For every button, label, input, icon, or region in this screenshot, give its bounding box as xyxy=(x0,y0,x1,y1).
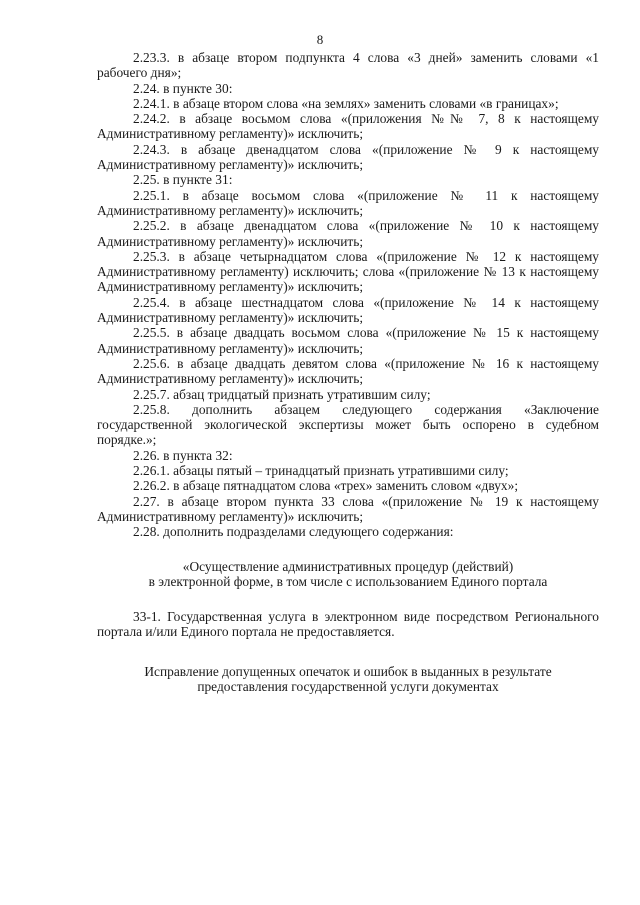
paragraph-2-25-3: 2.25.3. в абзаце четырнадцатом слова «(приложение № 12 к настоящему Административному регламенту) исключить; слова «(приложение № 13 к настоящему Административному регламенту)» исключить; xyxy=(97,248,599,295)
paragraph-2-26-1: 2.26.1. абзацы пятый – тринадцатый признать утратившими силу; xyxy=(133,463,509,479)
spacer xyxy=(97,640,599,664)
paragraph-33-1: 33-1. Государственная услуга в электронном виде посредством Регионального портала и/или Единого портала не предоставляется. xyxy=(97,609,599,640)
subsection-heading xyxy=(97,664,599,695)
paragraph-2-25-4: 2.25.4. в абзаце шестнадцатом слова «(приложение № 14 к настоящему Административному регламенту)» исключить; xyxy=(97,294,599,326)
paragraph-2-24-2: 2.24.2. в абзаце восьмом слова «(приложения №№ 7, 8 к настоящему Административному регламенту)» исключить; xyxy=(97,111,599,142)
spacer xyxy=(97,540,599,559)
paragraph-2-26-2: 2.26.2. в абзаце пятнадцатом слова «трех» заменить словом «двух»; xyxy=(133,478,519,494)
paragraph-2-25-8: 2.25.8. дополнить абзацем следующего содержания «Заключение государственной экологической экспертизы может быть оспорено в судебном порядке.»; xyxy=(97,401,599,448)
section-heading-line-2: в электронной форме, в том числе с использованием Единого портала xyxy=(148,573,548,589)
paragraph-2-25-7: 2.25.7. абзац тридцатый признать утратившим силу; xyxy=(133,386,431,402)
paragraph-2-24-1: 2.24.1. в абзаце втором слова «на землях» заменить словами «в границах»; xyxy=(133,95,559,111)
paragraph-2-25-1: 2.25.1. в абзаце восьмом слова «(приложение № 11 к настоящему Административному регламенту)» исключить; xyxy=(97,187,599,218)
paragraph-2-24: 2.24. в пункте 30: xyxy=(133,80,233,96)
paragraph-2-23-3: 2.23.3. в абзаце втором подпункта 4 слова «3 дней» заменить словами «1 рабочего дня»; xyxy=(97,50,599,81)
document-body xyxy=(97,50,599,694)
paragraph-2-25-2: 2.25.2. в абзаце двенадцатом слова «(приложение № 10 к настоящему Административному регламенту)» исключить; xyxy=(97,218,599,249)
paragraph-2-25: 2.25. в пункте 31: xyxy=(133,172,233,188)
page-number: 8 xyxy=(316,32,324,47)
subsection-heading-line-1: Исправление допущенных опечаток и ошибок в выданных в результате xyxy=(144,663,552,679)
subsection-heading-line-2: предоставления государственной услуги документах xyxy=(197,678,499,694)
paragraph-2-25-6: 2.25.6. в абзаце двадцать девятом слова «(приложение № 16 к настоящему Административному регламенту)» исключить; xyxy=(97,355,599,387)
paragraph-2-26: 2.26. в пункта 32: xyxy=(133,447,233,463)
paragraph-2-25-5: 2.25.5. в абзаце двадцать восьмом слова «(приложение № 15 к настоящему Административному регламенту)» исключить; xyxy=(97,325,599,356)
section-heading-line-1: «Осуществление административных процедур (действий) xyxy=(182,558,514,574)
paragraph-2-28: 2.28. дополнить подразделами следующего содержания: xyxy=(133,524,454,540)
paragraph-2-27: 2.27. в абзаце втором пункта 33 слова «(приложение № 19 к настоящему Административному регламенту)» исключить; xyxy=(97,493,599,524)
section-heading xyxy=(97,559,599,590)
spacer xyxy=(97,589,599,609)
paragraph-2-24-3: 2.24.3. в абзаце двенадцатом слова «(приложение № 9 к настоящему Административному регламенту)» исключить; xyxy=(97,141,599,173)
